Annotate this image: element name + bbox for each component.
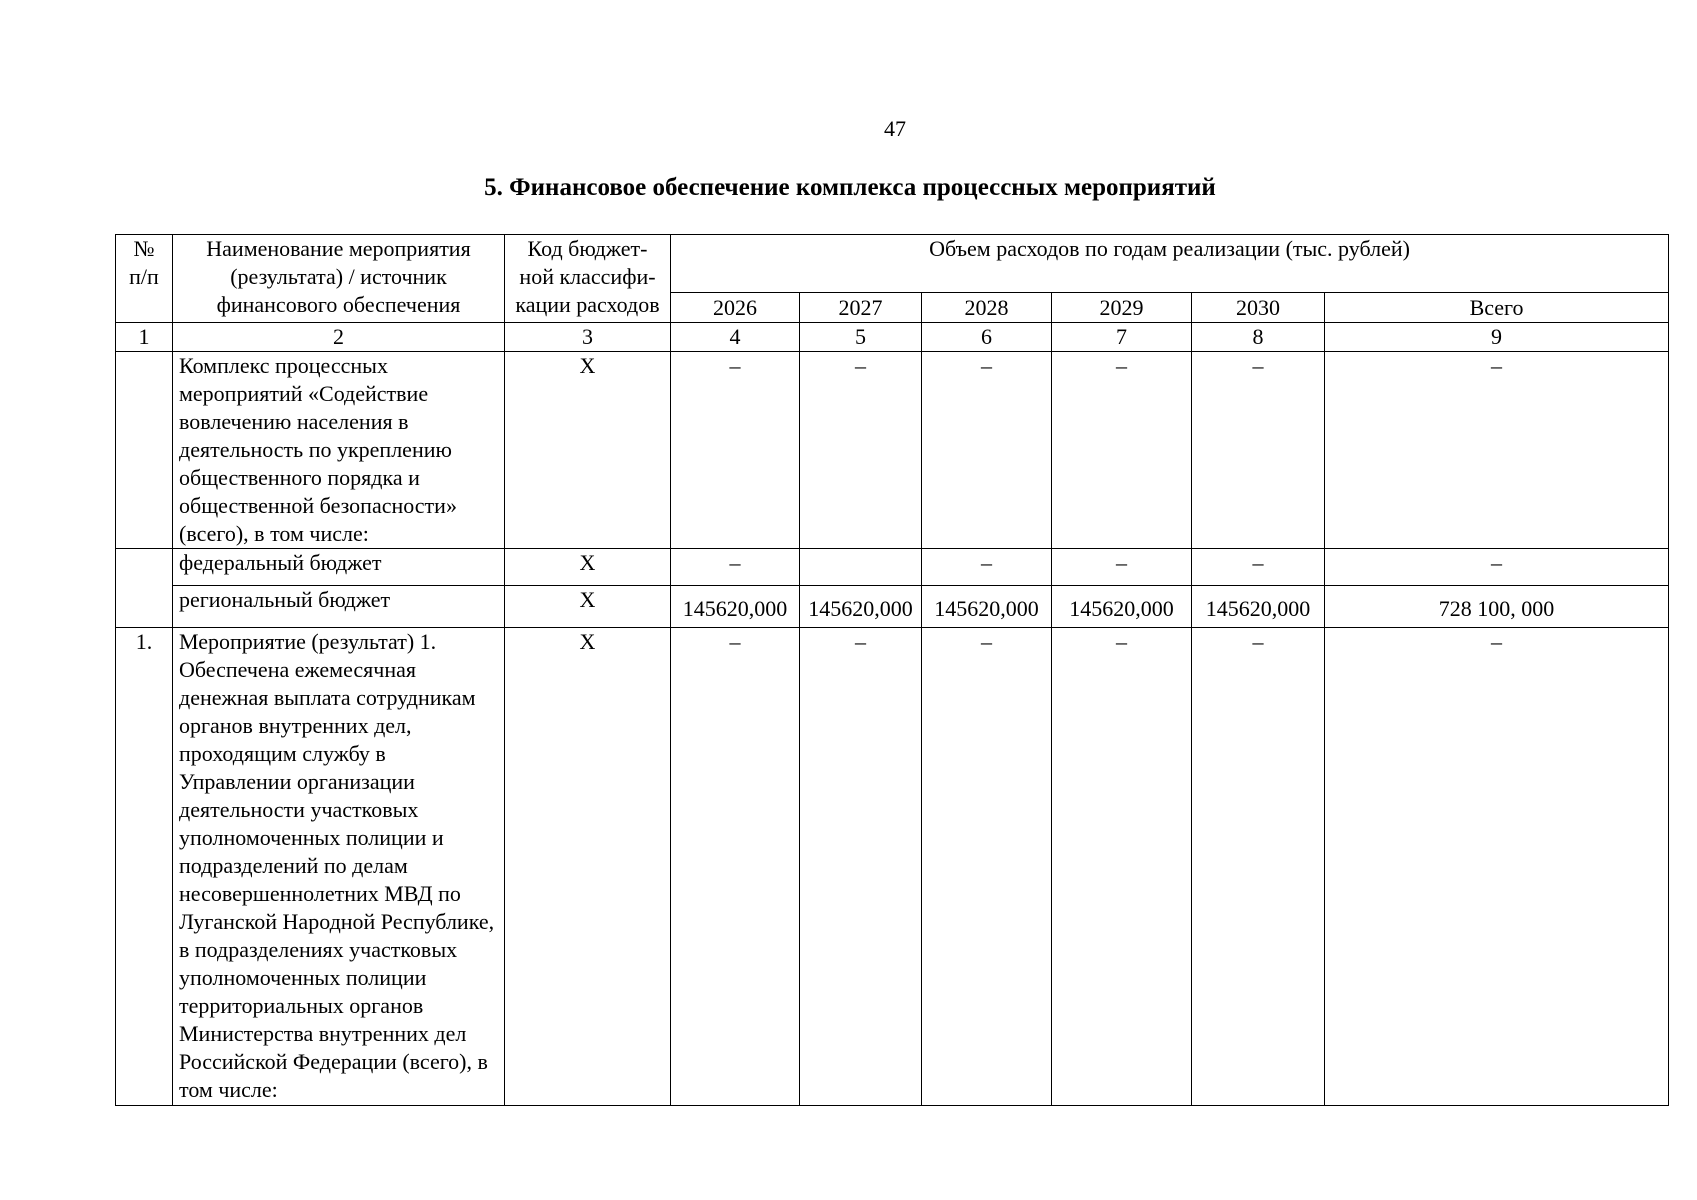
row-value-2028: –	[922, 628, 1052, 1106]
header-volume: Объем расходов по годам реализации (тыс. рублей)	[671, 235, 1669, 293]
row-value-2026: –	[671, 628, 800, 1106]
header-year-2028: 2028	[922, 293, 1052, 323]
header-name: Наименование мероприятия (результата) / источник финансового обеспечения	[173, 235, 505, 323]
column-number: 4	[671, 323, 800, 352]
row-value-total: –	[1325, 549, 1669, 586]
row-value-2029: –	[1052, 352, 1192, 549]
row-value-2028: –	[922, 352, 1052, 549]
row-value-2028: 145620,000	[922, 586, 1052, 628]
row-value-2027: –	[800, 628, 922, 1106]
column-numbers-row	[116, 323, 1669, 352]
row-name: Мероприятие (результат) 1. Обеспечена ежемесячная денежная выплата сотрудникам органов внутренних дел, проходящим службу в Управлении организации деятельности участковых уполномоченных полиции и подразделений по делам несовершеннолетних МВД по Луганской Народной Республике, в подразделениях участковых уполномоченных полиции территориальных органов Министерства внутренних дел Российской Федерации (всего), в том числе:	[173, 628, 505, 1106]
column-number: 1	[116, 323, 173, 352]
row-value-2027	[800, 549, 922, 586]
column-number: 8	[1192, 323, 1325, 352]
row-value-2030: –	[1192, 628, 1325, 1106]
header-code: Код бюджет- ной классифи- кации расходов	[505, 235, 671, 323]
column-number: 9	[1325, 323, 1669, 352]
row-value-2030: 145620,000	[1192, 586, 1325, 628]
row-value-2028: –	[922, 549, 1052, 586]
header-no: № п/п	[116, 235, 173, 323]
row-value-2026: –	[671, 352, 800, 549]
column-number: 6	[922, 323, 1052, 352]
row-value-2027: –	[800, 352, 922, 549]
row-name: региональный бюджет	[173, 586, 505, 628]
header-total: Всего	[1325, 293, 1669, 323]
column-number: 7	[1052, 323, 1192, 352]
header-year-2030: 2030	[1192, 293, 1325, 323]
row-name: Комплекс процессных мероприятий «Содействие вовлечению населения в деятельность по укреплению общественного порядка и общественной безопасности» (всего), в том числе:	[173, 352, 505, 549]
row-value-2026: 145620,000	[671, 586, 800, 628]
row-code: X	[505, 352, 671, 549]
row-code: X	[505, 586, 671, 628]
table-row	[116, 549, 1669, 586]
row-value-2026: –	[671, 549, 800, 586]
row-value-2030: –	[1192, 549, 1325, 586]
table-row	[116, 628, 1669, 1106]
header-year-2027: 2027	[800, 293, 922, 323]
financing-table	[115, 234, 1669, 1106]
row-number	[116, 352, 173, 549]
table-row	[116, 352, 1669, 549]
row-code: X	[505, 628, 671, 1106]
page-number: 47	[884, 116, 906, 141]
row-code: X	[505, 549, 671, 586]
table-row	[116, 586, 1669, 628]
row-number: 1.	[116, 628, 173, 1106]
row-value-total: –	[1325, 352, 1669, 549]
row-number	[116, 549, 173, 628]
header-year-2026: 2026	[671, 293, 800, 323]
section-title: 5. Финансовое обеспечение комплекса процессных мероприятий	[484, 174, 1216, 201]
row-value-2027: 145620,000	[800, 586, 922, 628]
row-value-2029: –	[1052, 549, 1192, 586]
column-number: 5	[800, 323, 922, 352]
row-value-2029: 145620,000	[1052, 586, 1192, 628]
header-year-2029: 2029	[1052, 293, 1192, 323]
column-number: 3	[505, 323, 671, 352]
row-value-2029: –	[1052, 628, 1192, 1106]
column-number: 2	[173, 323, 505, 352]
row-value-total: –	[1325, 628, 1669, 1106]
row-value-total: 728 100, 000	[1325, 586, 1669, 628]
row-name: федеральный бюджет	[173, 549, 505, 586]
row-value-2030: –	[1192, 352, 1325, 549]
